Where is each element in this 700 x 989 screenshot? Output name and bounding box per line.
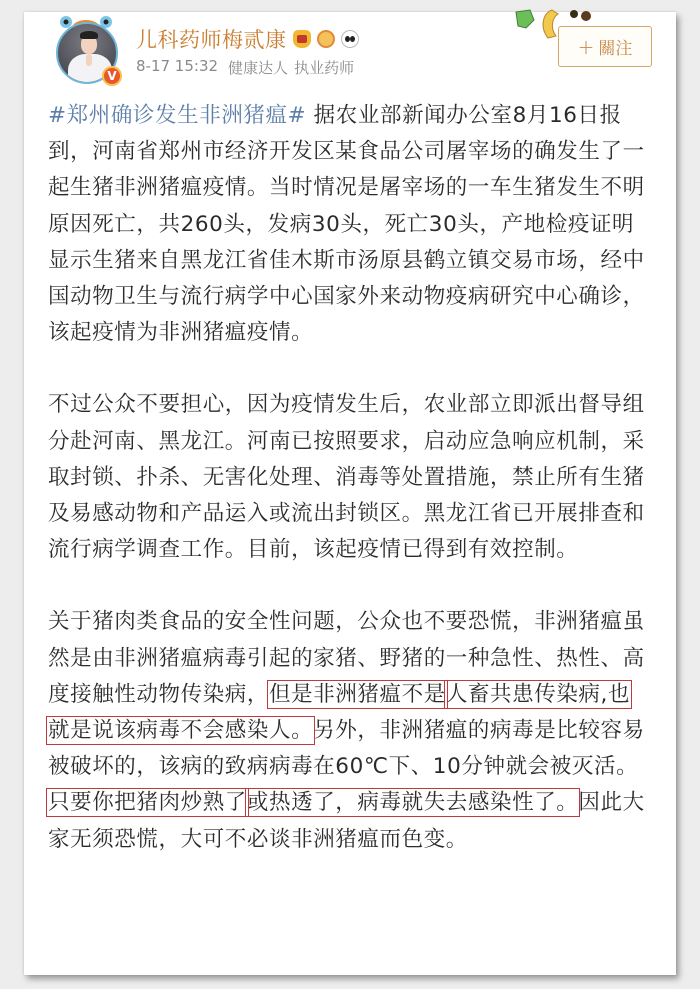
highlight-box: 但是非洲猪瘟不是 [269,681,446,707]
post-time: 8-17 15:32 [136,57,219,75]
hashtag-link[interactable]: #郑州确诊发生非洲猪瘟# [48,103,307,128]
post-meta [136,57,354,78]
medal-list [293,30,359,48]
author-tag: 健康达人 [228,59,289,77]
author-name-row [136,24,359,54]
weibo-post-card [24,12,676,975]
paragraph-text: 关于猪肉类食品的安全性问题，公众也不要恐慌，非洲猪瘟虽然是由非洲猪瘟病毒引起的家猪、野猪的一种急性、热性、高度接触性动物传染病， [48,609,645,707]
paragraph-text: 因此大家无须恐慌，大可不必谈非洲猪瘟而色变。 [48,790,645,852]
plus-icon: + [577,34,595,59]
paragraph-3 [48,604,648,857]
author-tag: 执业药师 [294,59,355,77]
face-medal-icon[interactable] [317,30,335,48]
highlight-box: 只要你把猪肉炒熟了 [48,790,247,816]
panda-medal-icon[interactable] [341,30,359,48]
author-avatar[interactable] [50,14,122,96]
crown-medal-icon[interactable] [293,30,311,48]
verified-v-icon: V [102,66,122,86]
highlight-box: 人畜共患传染病,也就是说该病毒不会感染人。 [48,681,631,744]
follow-button[interactable] [558,26,652,67]
paragraph-1 [48,98,648,351]
post-body [48,98,648,894]
paragraph-text: 另外，非洲猪瘟的病毒是比较容易被破坏的，该病的致病病毒在60℃下、10分钟就会被灭活。 [48,718,645,780]
author-name[interactable]: 儿科药师梅贰康 [136,28,287,52]
paragraph-text: 据农业部新闻办公室8月16日报到，河南省郑州市经济开发区某食品公司屠宰场的确发生了一起生猪非洲猪瘟疫情。当时情况是屠宰场的一车生猪发生不明原因死亡，共260头，发病30头，死亡30头，产地检疫证明显示生猪来自黑龙江省佳木斯市汤原县鹤立镇交易市场，经中国动物卫生与流行病学中心国家外来动物疫病研究中心确诊，该起疫情为非洲猪瘟疫情。 [48,103,645,346]
paragraph-2: 不过公众不要担心，因为疫情发生后，农业部立即派出督导组分赴河南、黑龙江。河南已按照要求，启动应急响应机制，采取封锁、扑杀、无害化处理、消毒等处置措施，禁止所有生猪及易感动物和产品运入或流出封锁区。黑龙江省已开展排查和流行病学调查工作。目前，该起疫情已得到有效控制。 [48,392,645,563]
highlight-box: 或热透了，病毒就失去感染性了。 [246,790,579,816]
follow-label: 關注 [598,39,633,59]
